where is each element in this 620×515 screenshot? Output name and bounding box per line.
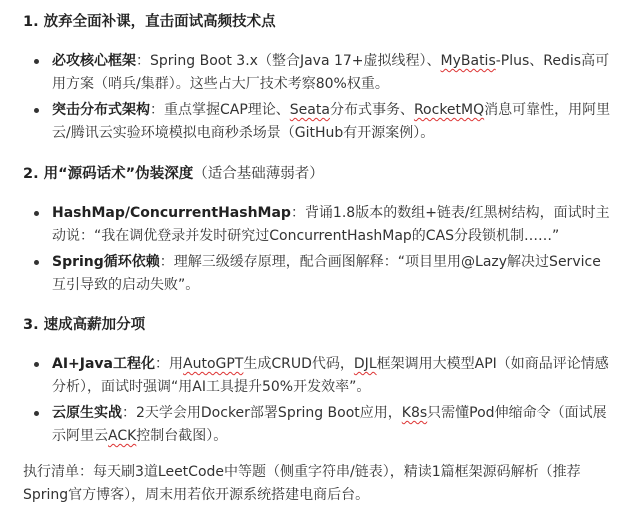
item-text: -Plus、Redis高可用方案（哨兵/集群）。这些占大厂技术考察80%权重。	[52, 53, 610, 92]
spellcheck-word: K8s	[401, 405, 428, 421]
section-2-heading	[23, 163, 324, 186]
item-label: HashMap/ConcurrentHashMap	[52, 205, 291, 221]
item-label: 突击分布式架构	[52, 102, 150, 118]
section-title: 2. 用“源码话术”伪装深度	[23, 166, 194, 182]
section-1-heading: 1. 放弃全面补课，直击面试高频技术点	[23, 14, 276, 30]
section-3-heading: 3. 速成高薪加分项	[23, 317, 146, 333]
item-label: 云原生实战	[52, 405, 122, 421]
spellcheck-word: MyBatis	[440, 53, 496, 69]
item-label: AI+Java工程化	[52, 356, 156, 372]
item-text: 重点掌握CAP理论、	[164, 102, 290, 118]
item-text: 分布式事务、	[329, 102, 414, 118]
list-item-ai-java: AI+Java工程化：用AutoGPT生成CRUD代码，DJL框架调用大模型API（如商品评论情感分析），面试时强调“用AI工具提升50%开发效率”。	[52, 353, 612, 399]
spellcheck-word: ACK	[108, 428, 137, 444]
item-text: 只需懂Pod伸缩命令（面试展示阿里云	[52, 405, 607, 444]
item-text: 框架调用大模型API（如商品评论情感分析），面试时强调“用AI工具提升50%开发效率”。	[52, 356, 609, 395]
item-text: 生成CRUD代码，	[243, 356, 354, 372]
spellcheck-word: RocketMQ	[413, 102, 485, 118]
item-text: 用	[169, 356, 184, 372]
list-item-cloud-native: 云原生实战：2天学会用Docker部署Spring Boot应用，K8s只需懂Pod伸缩命令（面试展示阿里云ACK控制台截图）。	[52, 402, 612, 448]
section-note: （适合基础薄弱者）	[193, 166, 324, 182]
spellcheck-word: AutoGPT	[183, 356, 244, 372]
item-label: 必攻核心框架	[52, 53, 136, 69]
item-text: 消息可靠性，用阿里云/腾讯云实验环境模拟电商秒杀场景（GitHub有开源案例）。	[52, 102, 611, 141]
list-item-spring-circular: Spring循环依赖：理解三级缓存原理，配合画图解释：“项目里用@Lazy解决过Service互引导致的启动失败”。	[52, 251, 612, 297]
spellcheck-word: Seata	[289, 102, 330, 118]
list-item-hashmap: HashMap/ConcurrentHashMap：背诵1.8版本的数组+链表/红黑树结构，面试时主动说：“我在调优登录并发时研究过ConcurrentHashMap的CAS分段锁机制……”	[52, 202, 612, 248]
item-text: 背诵1.8版本的数组+链表/红黑树结构，面试时主动说：“我在调优登录并发时研究过ConcurrentHashMap的CAS分段锁机制……”	[52, 205, 610, 244]
action-checklist: 执行清单：每天刷3道LeetCode中等题（侧重字符串/链表），精读1篇框架源码解析（推荐Spring官方博客），周末用若依开源系统搭建电商后台。	[23, 464, 581, 503]
item-text: 2天学会用Docker部署Spring Boot应用，	[136, 405, 402, 421]
item-text: 理解三级缓存原理，配合画图解释：“项目里用@Lazy解决过Service互引导致的启动失败”。	[52, 254, 601, 293]
list-item-core-frameworks: 必攻核心框架：Spring Boot 3.x（整合Java 17+虚拟线程）、MyBatis-Plus、Redis高可用方案（哨兵/集群）。这些占大厂技术考察80%权重。	[52, 50, 612, 96]
list-item-distributed-arch: 突击分布式架构：重点掌握CAP理论、Seata分布式事务、RocketMQ消息可靠性，用阿里云/腾讯云实验环境模拟电商秒杀场景（GitHub有开源案例）。	[52, 99, 612, 145]
item-text: Spring Boot 3.x（整合Java 17+虚拟线程）、	[150, 53, 441, 69]
item-text: 控制台截图）。	[136, 428, 228, 444]
item-label: Spring循环依赖	[52, 254, 160, 270]
spellcheck-word: DJL	[353, 356, 377, 372]
